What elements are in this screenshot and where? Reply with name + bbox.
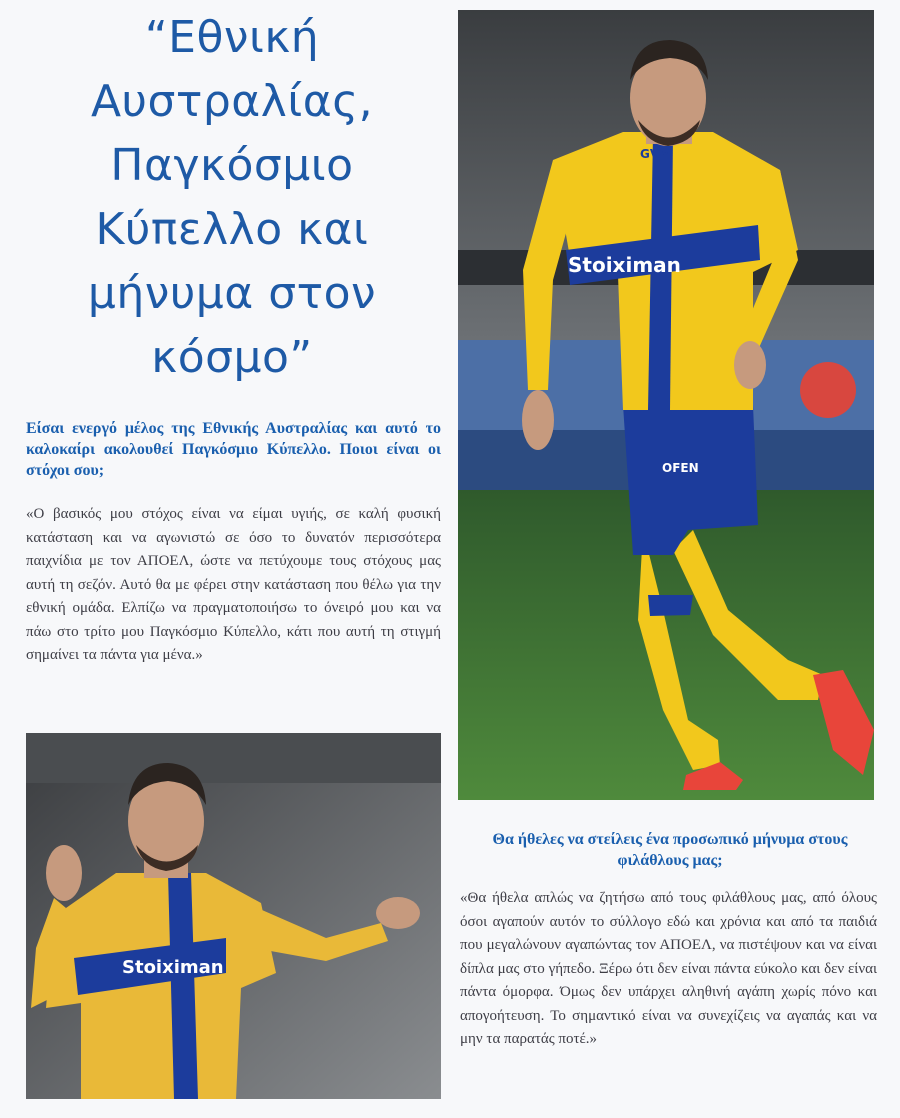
sleeve-brand-label: GVM xyxy=(640,147,672,161)
answer-world-cup: «Ο βασικός μου στόχος είναι να είμαι υγιής, σε καλή φυσική κατάσταση και να αγωνιστώ σε όσο το δυνατόν περισσότερα παιχνίδια με τον ΑΠΟΕΛ, ώστε να πετύχουμε τους στόχους μας αυτή τη σεζόν. Αυτό θα με φέρει στην κατάσταση που θέλω για την εθνική ομάδα. Ελπίζω να πραγματοποιήσω το όνειρό μου και να πάω στο τρίτο μου Παγκόσμιο Κύπελλο, κάτι που αυτή τη στιγμή σημαίνει τα πάντα για μένα.» xyxy=(26,506,441,663)
shirt-sponsor-label: Stoiximan xyxy=(568,253,681,277)
shorts-sponsor-label: OFEN xyxy=(662,461,699,475)
shirt-sponsor-label: Stoiximan xyxy=(122,957,224,978)
player-gesturing-photo xyxy=(26,733,441,1099)
player-running-photo xyxy=(458,10,874,800)
player-gesturing-illustration xyxy=(26,733,441,1099)
article-title: “Εθνική Αυστραλίας, Παγκόσμιο Κύπελλο και μήνυμα στον κόσμο” xyxy=(87,12,377,383)
question-fan-message: Θα ήθελες να στείλεις ένα προσωπικό μήνυμα στους φιλάθλους μας; xyxy=(492,831,848,869)
player-running-illustration xyxy=(458,10,874,800)
answer-fan-message: «Θα ήθελα απλώς να ζητήσω από τους φιλάθλους μας, από όλους όσοι αγαπούν αυτόν το σύλλογο εδώ και χρόνια και από τα παιδιά που μεγαλώνουν αγαπώντας τον ΑΠΟΕΛ, να πιστέψουν και να είναι δίπλα μας στο γήπεδο. Ξέρω ότι δεν είναι πάντα εύκολο και δεν είναι πάντα όμορφα. Όμως δεν υπάρχει αληθινή αγάπη χωρίς πόνο και απογοήτευση. Το σημαντικό είναι να συνεχίζεις να αγαπάς και να μην τα παρατάς ποτέ.» xyxy=(460,890,877,1047)
board-logo-icon xyxy=(800,362,856,418)
question-world-cup: Είσαι ενεργό μέλος της Εθνικής Αυστραλίας και αυτό το καλοκαίρι ακολουθεί Παγκόσμιο Κύπελλο. Ποιοι είναι οι στόχοι σου; xyxy=(26,420,441,479)
